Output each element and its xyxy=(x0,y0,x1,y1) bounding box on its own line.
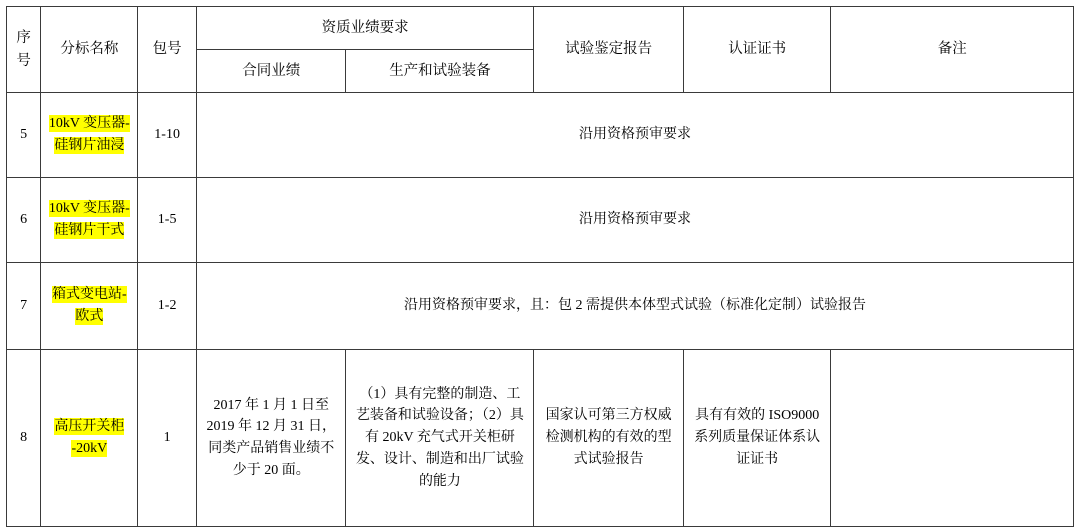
row-name-line2: 硅钢片油浸 xyxy=(54,138,125,153)
header-package: 包号 xyxy=(138,7,197,93)
row-name-line2: 硅钢片干式 xyxy=(54,223,125,238)
row-name-line2: 欧式 xyxy=(75,309,104,324)
header-remarks: 备注 xyxy=(831,7,1074,93)
row-seq: 6 xyxy=(7,178,41,263)
table-row xyxy=(7,178,1074,263)
header-production-equipment: 生产和试验装备 xyxy=(346,50,534,93)
row-package: 1-5 xyxy=(138,178,197,263)
table-row xyxy=(7,350,1074,527)
row-name xyxy=(41,93,138,178)
row-name-line1: 箱式变电站- xyxy=(52,287,127,303)
row-merged-requirement: 沿用资格预审要求，且：包 2 需提供本体型式试验（标准化定制）试验报告 xyxy=(196,263,1073,350)
row-name xyxy=(41,263,138,350)
row-name-line1: 10kV 变压器- xyxy=(48,116,130,132)
row-name xyxy=(41,350,138,527)
row-name xyxy=(41,178,138,263)
row-remarks xyxy=(831,350,1074,527)
qualification-requirements-table xyxy=(6,6,1074,527)
table-row xyxy=(7,263,1074,350)
row-merged-requirement: 沿用资格预审要求 xyxy=(196,93,1073,178)
header-test-report: 试验鉴定报告 xyxy=(534,7,684,93)
header-qualification-group: 资质业绩要求 xyxy=(196,7,533,50)
row-package: 1-10 xyxy=(138,93,197,178)
table-row xyxy=(7,93,1074,178)
row-name-line1: 高压开关柜 xyxy=(54,419,125,435)
row-test-report: 国家认可第三方权威检测机构的有效的型式试验报告 xyxy=(534,350,684,527)
header-certificate: 认证证书 xyxy=(683,7,831,93)
row-production-equipment: （1）具有完整的制造、工艺装备和试验设备；（2）具有 20kV 充气式开关柜研发、设计、制造和出厂试验的能力 xyxy=(346,350,534,527)
table-header-row-1 xyxy=(7,7,1074,50)
row-seq: 8 xyxy=(7,350,41,527)
row-package: 1-2 xyxy=(138,263,197,350)
row-name-line1: 10kV 变压器- xyxy=(48,201,130,217)
row-seq: 5 xyxy=(7,93,41,178)
row-package: 1 xyxy=(138,350,197,527)
header-seq: 序号 xyxy=(7,7,41,93)
row-name-line2: -20kV xyxy=(71,441,108,456)
row-certificate: 具有有效的 ISO9000 系列质量保证体系认证证书 xyxy=(683,350,831,527)
row-contract-performance: 2017 年 1 月 1 日至 2019 年 12 月 31 日，同类产品销售业绩不少于 20 面。 xyxy=(196,350,346,527)
row-merged-requirement: 沿用资格预审要求 xyxy=(196,178,1073,263)
header-name: 分标名称 xyxy=(41,7,138,93)
row-seq: 7 xyxy=(7,263,41,350)
header-contract-performance: 合同业绩 xyxy=(196,50,346,93)
